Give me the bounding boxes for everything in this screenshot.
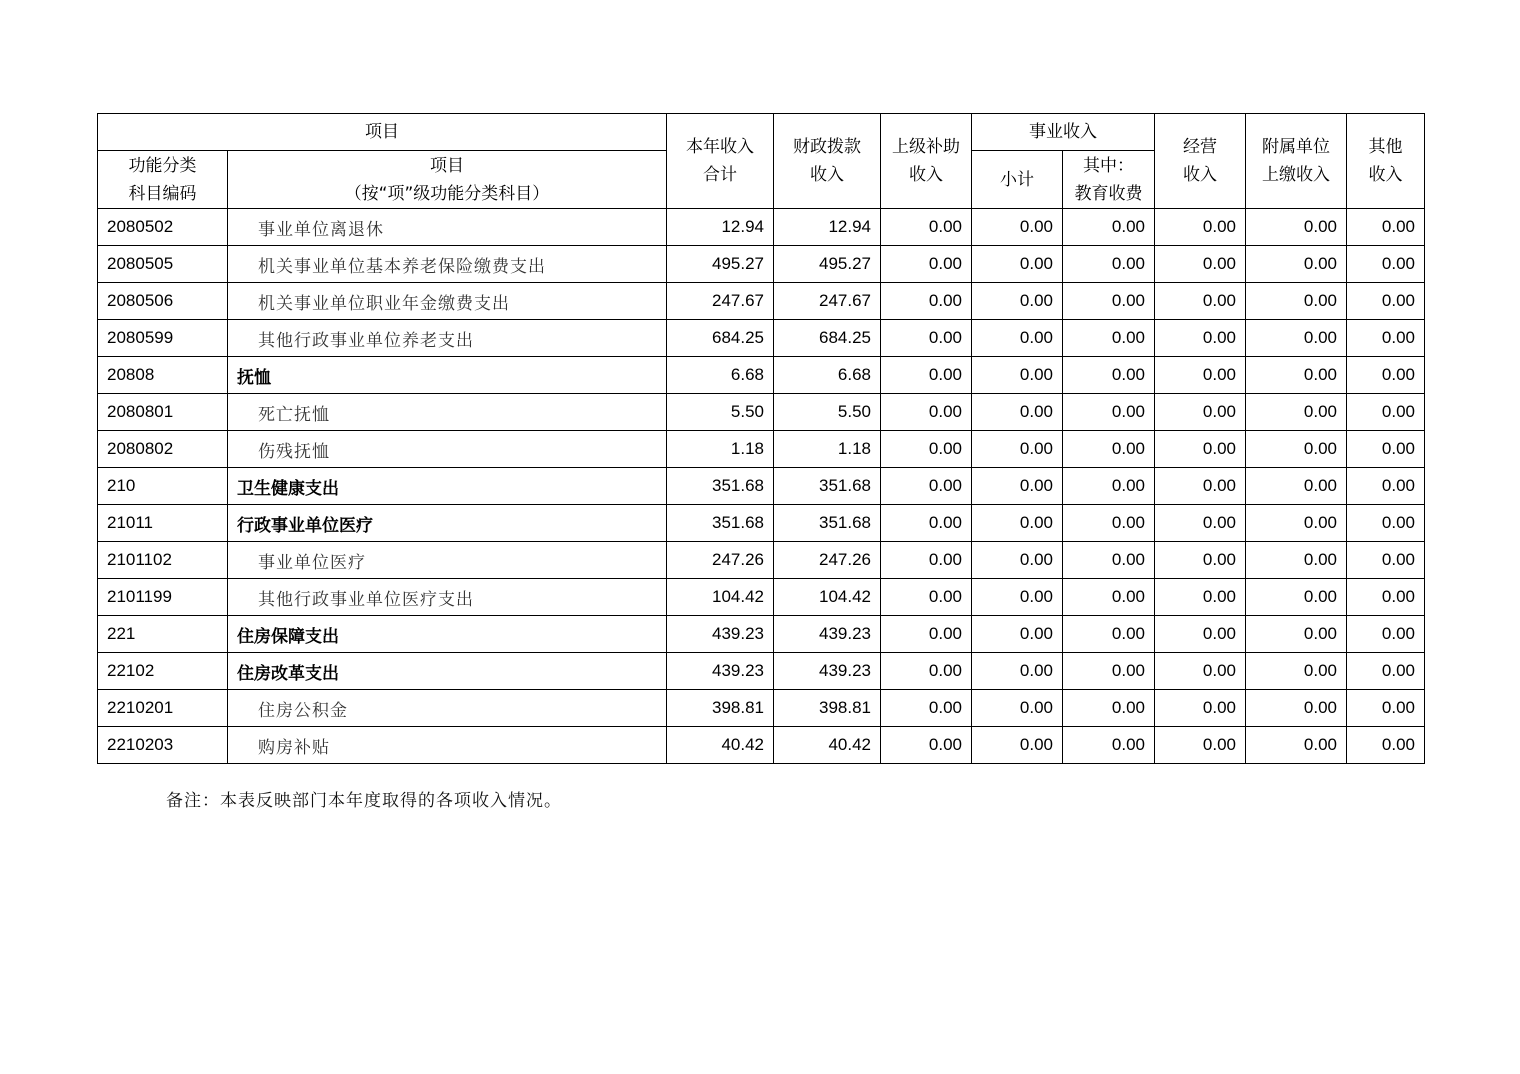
row-operating: 0.00 — [1155, 320, 1246, 357]
row-business-subtotal: 0.00 — [972, 431, 1063, 468]
row-code: 2080802 — [98, 431, 228, 468]
row-affiliated: 0.00 — [1246, 505, 1347, 542]
row-code: 2101199 — [98, 579, 228, 616]
table-row — [98, 246, 1425, 283]
row-total: 1.18 — [667, 431, 774, 468]
row-fiscal: 104.42 — [774, 579, 881, 616]
row-name: 购房补贴 — [228, 727, 667, 764]
row-business-subtotal: 0.00 — [972, 653, 1063, 690]
table-row — [98, 579, 1425, 616]
row-other: 0.00 — [1347, 246, 1425, 283]
row-name: 其他行政事业单位医疗支出 — [228, 579, 667, 616]
row-education: 0.00 — [1063, 579, 1155, 616]
row-fiscal: 6.68 — [774, 357, 881, 394]
header-code: 功能分类 科目编码 — [98, 151, 228, 209]
row-total: 351.68 — [667, 505, 774, 542]
row-business-subtotal: 0.00 — [972, 209, 1063, 246]
header-subtotal: 小计 — [972, 151, 1063, 209]
row-other: 0.00 — [1347, 579, 1425, 616]
row-name: 机关事业单位职业年金缴费支出 — [228, 283, 667, 320]
row-fiscal: 247.67 — [774, 283, 881, 320]
row-operating: 0.00 — [1155, 431, 1246, 468]
row-affiliated: 0.00 — [1246, 394, 1347, 431]
row-education: 0.00 — [1063, 468, 1155, 505]
row-code: 2080801 — [98, 394, 228, 431]
header-fiscal: 财政拨款 收入 — [774, 114, 881, 209]
row-other: 0.00 — [1347, 468, 1425, 505]
row-subsidy: 0.00 — [881, 616, 972, 653]
row-fiscal: 398.81 — [774, 690, 881, 727]
row-subsidy: 0.00 — [881, 468, 972, 505]
row-business-subtotal: 0.00 — [972, 579, 1063, 616]
row-education: 0.00 — [1063, 653, 1155, 690]
row-total: 6.68 — [667, 357, 774, 394]
table-header — [98, 114, 1425, 209]
row-fiscal: 247.26 — [774, 542, 881, 579]
income-table — [97, 113, 1425, 764]
row-fiscal: 351.68 — [774, 468, 881, 505]
row-education: 0.00 — [1063, 320, 1155, 357]
row-total: 439.23 — [667, 653, 774, 690]
table-body — [98, 209, 1425, 764]
row-other: 0.00 — [1347, 505, 1425, 542]
row-operating: 0.00 — [1155, 579, 1246, 616]
header-other: 其他 收入 — [1347, 114, 1425, 209]
row-business-subtotal: 0.00 — [972, 357, 1063, 394]
header-business-group: 事业收入 — [972, 114, 1155, 151]
row-education: 0.00 — [1063, 727, 1155, 764]
row-name: 事业单位医疗 — [228, 542, 667, 579]
row-operating: 0.00 — [1155, 209, 1246, 246]
row-code: 210 — [98, 468, 228, 505]
row-code: 22102 — [98, 653, 228, 690]
row-business-subtotal: 0.00 — [972, 246, 1063, 283]
row-code: 20808 — [98, 357, 228, 394]
header-operating: 经营 收入 — [1155, 114, 1246, 209]
row-name: 住房公积金 — [228, 690, 667, 727]
row-education: 0.00 — [1063, 394, 1155, 431]
row-fiscal: 351.68 — [774, 505, 881, 542]
row-subsidy: 0.00 — [881, 246, 972, 283]
row-operating: 0.00 — [1155, 246, 1246, 283]
row-education: 0.00 — [1063, 542, 1155, 579]
row-affiliated: 0.00 — [1246, 283, 1347, 320]
row-other: 0.00 — [1347, 616, 1425, 653]
table-note: 备注：本表反映部门本年度取得的各项收入情况。 — [166, 791, 562, 811]
table-row — [98, 468, 1425, 505]
row-fiscal: 5.50 — [774, 394, 881, 431]
header-education: 其中： 教育收费 — [1063, 151, 1155, 209]
row-other: 0.00 — [1347, 653, 1425, 690]
row-operating: 0.00 — [1155, 542, 1246, 579]
row-total: 439.23 — [667, 616, 774, 653]
row-name: 死亡抚恤 — [228, 394, 667, 431]
row-total: 5.50 — [667, 394, 774, 431]
table-row — [98, 320, 1425, 357]
row-name: 卫生健康支出 — [228, 468, 667, 505]
row-code: 221 — [98, 616, 228, 653]
row-total: 495.27 — [667, 246, 774, 283]
row-fiscal: 684.25 — [774, 320, 881, 357]
table-row — [98, 616, 1425, 653]
header-total: 本年收入 合计 — [667, 114, 774, 209]
row-other: 0.00 — [1347, 431, 1425, 468]
row-fiscal: 12.94 — [774, 209, 881, 246]
row-affiliated: 0.00 — [1246, 542, 1347, 579]
row-subsidy: 0.00 — [881, 579, 972, 616]
row-other: 0.00 — [1347, 320, 1425, 357]
row-code: 2080506 — [98, 283, 228, 320]
row-operating: 0.00 — [1155, 283, 1246, 320]
row-code: 2210201 — [98, 690, 228, 727]
table-row — [98, 209, 1425, 246]
row-education: 0.00 — [1063, 246, 1155, 283]
header-name: 项目 （按“项”级功能分类科目） — [228, 151, 667, 209]
row-other: 0.00 — [1347, 394, 1425, 431]
row-business-subtotal: 0.00 — [972, 283, 1063, 320]
row-operating: 0.00 — [1155, 727, 1246, 764]
row-other: 0.00 — [1347, 283, 1425, 320]
row-subsidy: 0.00 — [881, 431, 972, 468]
row-business-subtotal: 0.00 — [972, 394, 1063, 431]
row-education: 0.00 — [1063, 616, 1155, 653]
row-business-subtotal: 0.00 — [972, 727, 1063, 764]
row-other: 0.00 — [1347, 690, 1425, 727]
row-operating: 0.00 — [1155, 505, 1246, 542]
row-name: 事业单位离退休 — [228, 209, 667, 246]
row-business-subtotal: 0.00 — [972, 468, 1063, 505]
row-operating: 0.00 — [1155, 357, 1246, 394]
row-affiliated: 0.00 — [1246, 209, 1347, 246]
table-row — [98, 357, 1425, 394]
table-row — [98, 542, 1425, 579]
row-code: 2080599 — [98, 320, 228, 357]
row-fiscal: 1.18 — [774, 431, 881, 468]
table-row — [98, 505, 1425, 542]
row-fiscal: 495.27 — [774, 246, 881, 283]
row-subsidy: 0.00 — [881, 690, 972, 727]
row-operating: 0.00 — [1155, 394, 1246, 431]
row-education: 0.00 — [1063, 357, 1155, 394]
row-total: 40.42 — [667, 727, 774, 764]
header-affiliated: 附属单位 上缴收入 — [1246, 114, 1347, 209]
row-business-subtotal: 0.00 — [972, 690, 1063, 727]
table-row — [98, 690, 1425, 727]
row-code: 21011 — [98, 505, 228, 542]
row-affiliated: 0.00 — [1246, 468, 1347, 505]
row-affiliated: 0.00 — [1246, 431, 1347, 468]
row-subsidy: 0.00 — [881, 357, 972, 394]
table-row — [98, 283, 1425, 320]
row-name: 伤残抚恤 — [228, 431, 667, 468]
row-other: 0.00 — [1347, 727, 1425, 764]
row-code: 2101102 — [98, 542, 228, 579]
row-affiliated: 0.00 — [1246, 246, 1347, 283]
row-affiliated: 0.00 — [1246, 579, 1347, 616]
row-total: 247.67 — [667, 283, 774, 320]
row-total: 398.81 — [667, 690, 774, 727]
row-name: 机关事业单位基本养老保险缴费支出 — [228, 246, 667, 283]
row-name: 抚恤 — [228, 357, 667, 394]
row-other: 0.00 — [1347, 357, 1425, 394]
row-business-subtotal: 0.00 — [972, 505, 1063, 542]
table-row — [98, 653, 1425, 690]
row-affiliated: 0.00 — [1246, 690, 1347, 727]
row-name: 住房改革支出 — [228, 653, 667, 690]
row-affiliated: 0.00 — [1246, 727, 1347, 764]
row-code: 2080505 — [98, 246, 228, 283]
table-row — [98, 394, 1425, 431]
row-total: 351.68 — [667, 468, 774, 505]
row-total: 247.26 — [667, 542, 774, 579]
row-total: 684.25 — [667, 320, 774, 357]
table-row — [98, 727, 1425, 764]
row-subsidy: 0.00 — [881, 727, 972, 764]
row-affiliated: 0.00 — [1246, 653, 1347, 690]
row-education: 0.00 — [1063, 431, 1155, 468]
row-operating: 0.00 — [1155, 468, 1246, 505]
row-subsidy: 0.00 — [881, 542, 972, 579]
row-education: 0.00 — [1063, 209, 1155, 246]
row-operating: 0.00 — [1155, 690, 1246, 727]
row-business-subtotal: 0.00 — [972, 542, 1063, 579]
row-subsidy: 0.00 — [881, 209, 972, 246]
row-total: 104.42 — [667, 579, 774, 616]
row-affiliated: 0.00 — [1246, 616, 1347, 653]
row-total: 12.94 — [667, 209, 774, 246]
row-business-subtotal: 0.00 — [972, 616, 1063, 653]
row-fiscal: 439.23 — [774, 653, 881, 690]
row-affiliated: 0.00 — [1246, 357, 1347, 394]
row-other: 0.00 — [1347, 542, 1425, 579]
row-code: 2210203 — [98, 727, 228, 764]
row-name: 其他行政事业单位养老支出 — [228, 320, 667, 357]
header-subsidy: 上级补助 收入 — [881, 114, 972, 209]
row-education: 0.00 — [1063, 690, 1155, 727]
row-business-subtotal: 0.00 — [972, 320, 1063, 357]
row-name: 行政事业单位医疗 — [228, 505, 667, 542]
row-code: 2080502 — [98, 209, 228, 246]
row-fiscal: 439.23 — [774, 616, 881, 653]
row-subsidy: 0.00 — [881, 653, 972, 690]
row-operating: 0.00 — [1155, 616, 1246, 653]
header-item-group: 项目 — [98, 114, 667, 151]
row-affiliated: 0.00 — [1246, 320, 1347, 357]
row-education: 0.00 — [1063, 505, 1155, 542]
row-subsidy: 0.00 — [881, 505, 972, 542]
row-name: 住房保障支出 — [228, 616, 667, 653]
table-row — [98, 431, 1425, 468]
row-subsidy: 0.00 — [881, 394, 972, 431]
row-other: 0.00 — [1347, 209, 1425, 246]
row-education: 0.00 — [1063, 283, 1155, 320]
row-operating: 0.00 — [1155, 653, 1246, 690]
row-subsidy: 0.00 — [881, 320, 972, 357]
row-subsidy: 0.00 — [881, 283, 972, 320]
row-fiscal: 40.42 — [774, 727, 881, 764]
